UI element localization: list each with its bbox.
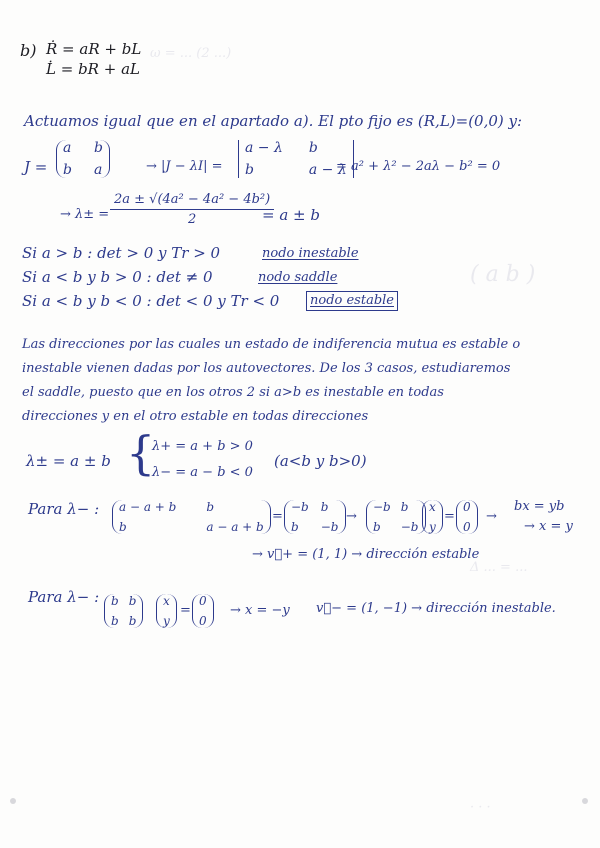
paragraph-line: el saddle, puesto que en los otros 2 si a>b es inestable en todas [22,385,444,400]
bleed-through-mark [10,798,16,804]
matrix-entry: a − a + b [206,520,264,534]
matrix-entry: b [291,520,299,534]
case-2-condition: Si a < b y b > 0 : det ≠ 0 [22,268,213,286]
determinant-arrow: → |J − λI| = [146,159,223,174]
section-label: b) [20,41,37,60]
lambda-minus: λ− = a − b < 0 [152,465,253,480]
fraction-numerator: 2a ± √(4a² − 4a² − 4b²) [110,192,274,210]
eigenvalue-result: = a ± b [262,206,320,224]
matrix-entry: a − λ [308,162,347,178]
matrix-entry: b [63,162,72,178]
equals-sign: = [180,603,191,618]
unknown-vector [422,500,443,534]
jacobian-lhs: J = [24,158,48,176]
reduced-matrix [284,500,346,534]
shifted-matrix [112,500,271,534]
bleed-through-mark [582,798,588,804]
matrix-entry: b [111,614,119,628]
equation-l: L̇ = bR + aL [46,60,140,78]
bleed-through-text: · · · [470,800,491,815]
matrix-entry: −b [320,520,339,534]
saddle-condition: (a<b y b>0) [274,452,367,470]
case-3-condition: Si a < b y b < 0 : det < 0 y Tr < 0 [22,292,280,310]
paragraph-line: direcciones y en el otro estable en todas direcciones [22,409,369,424]
para-lambda-label: Para λ− : [28,500,100,518]
eigenvector-plus: → v⃗+ = (1, 1) → dirección estable [252,547,480,562]
matrix-entry: b [206,500,215,514]
matrix-entry: b [373,520,381,534]
matrix-entry: −b [291,500,309,514]
matrix-entry: a [63,140,72,156]
case-3-result: nodo estable [306,291,398,311]
solution-line-2: → x = y [524,519,573,534]
matrix-entry: a [93,162,103,178]
curly-brace: { [126,426,156,480]
vector-entry: 0 [463,520,471,534]
eigenvalue-prefix: → λ± = [60,207,110,222]
equals-sign: = [272,509,283,524]
bleed-through-text: Δ ... = ... [470,560,528,575]
paragraph-line: inestable vienen dadas por los autovectores. De los 3 casos, estudiaremos [22,361,511,376]
para-lambda-label: Para λ− : [28,588,100,606]
fraction-denominator: 2 [187,212,197,227]
jacobian-matrix [56,140,110,178]
case-1-result: nodo inestable [262,246,359,261]
matrix-entry: b [119,520,127,534]
matrix-entry: b [308,140,318,156]
arrow: → [346,509,357,524]
vector-entry: x [429,500,436,514]
matrix-entry: a − a + b [119,500,177,514]
matrix-entry: b [93,140,103,156]
matrix-entry: b [400,500,409,514]
intro-text: Actuamos igual que en el apartado a). El pto fijo es (R,L)=(0,0) y: [24,112,523,130]
matrix-entry: b [245,162,254,178]
lambda-plus: λ+ = a + b > 0 [152,439,253,454]
eigenvector-minus: v⃗− = (1, −1) → dirección inestable. [316,601,556,616]
case-1-condition: Si a > b : det > 0 y Tr > 0 [22,244,221,262]
zero-vector [456,500,478,534]
vector-entry: y [163,614,170,628]
bleed-through-text: ω = ... (2 ...) [150,46,232,61]
matrix-entry: a − λ [245,140,283,156]
vector-entry: 0 [199,614,207,628]
solution: → x = −y [230,603,290,618]
matrix-entry: b [320,500,329,514]
characteristic-polynomial: = a² + λ² − 2aλ − b² = 0 [336,159,501,174]
matrix-entry: −b [373,500,391,514]
unknown-vector [156,594,177,628]
lambda-definition: λ± = a ± b [26,452,111,470]
matrix-entry: b [128,614,137,628]
vector-entry: 0 [199,594,207,608]
system-matrix [366,500,426,534]
paragraph-line: Las direcciones por las cuales un estado de indiferencia mutua es estable o [22,337,521,352]
equals-sign: = [444,509,455,524]
equation-r: Ṙ = aR + bL [46,40,142,58]
bleed-through-text: ( a b ) [470,262,536,287]
case-2-result: nodo saddle [258,270,338,285]
vector-entry: 0 [463,500,471,514]
system-matrix [104,594,143,628]
solution-line-1: bx = yb [514,499,565,514]
matrix-entry: b [128,594,137,608]
eigenvalue-fraction [110,192,274,227]
vector-entry: y [429,520,436,534]
matrix-entry: −b [400,520,419,534]
zero-vector [192,594,214,628]
matrix-entry: b [111,594,119,608]
vector-entry: x [163,594,170,608]
arrow: → [486,509,497,524]
